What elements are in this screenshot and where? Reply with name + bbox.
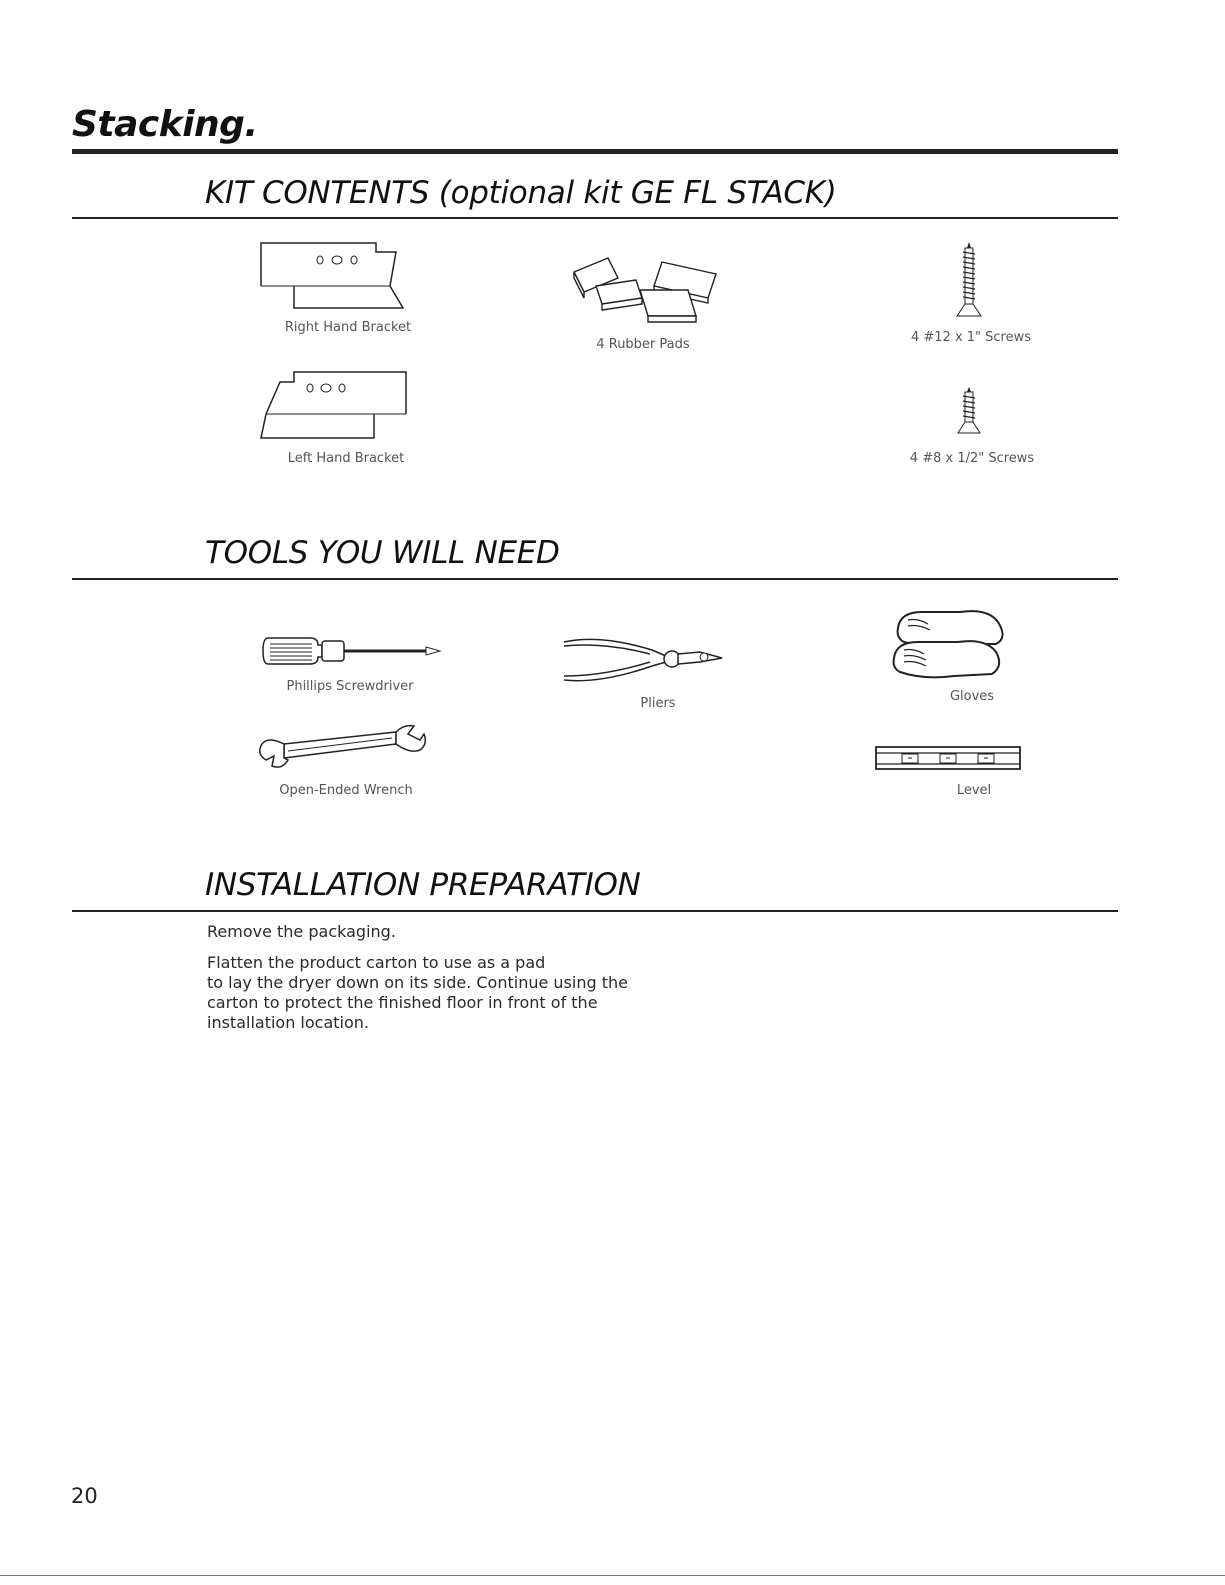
installation-step-flatten <box>207 953 628 1033</box>
screw-1in-icon <box>954 240 984 320</box>
body-line: carton to protect the finished floor in front of the <box>207 993 598 1012</box>
kit-item-label: 4 #8 x 1/2" Screws <box>909 451 1035 466</box>
installation-step-remove: Remove the packaging. <box>207 922 396 941</box>
screwdriver-icon <box>262 633 444 669</box>
page-number: 20 <box>71 1484 98 1508</box>
tool-item-label: Open-Ended Wrench <box>279 783 413 798</box>
rubber-pads-icon <box>566 254 724 326</box>
body-line: to lay the dryer down on its side. Continue using the <box>207 973 628 992</box>
gloves-icon <box>888 604 1012 686</box>
tools-heading: TOOLS YOU WILL NEED <box>205 535 560 571</box>
installation-rule <box>72 910 1118 912</box>
kit-item-label: Left Hand Bracket <box>287 451 405 466</box>
body-line: installation location. <box>207 1013 369 1032</box>
tool-item-label: Pliers <box>640 696 676 711</box>
kit-contents-rule <box>72 217 1118 219</box>
tool-item-label: Gloves <box>949 689 995 704</box>
left-hand-bracket-icon <box>258 370 410 440</box>
pliers-icon <box>560 632 726 688</box>
kit-item-label: Right Hand Bracket <box>284 320 412 335</box>
tools-rule <box>72 578 1118 580</box>
bottom-border <box>0 1575 1225 1576</box>
title-rule <box>72 149 1118 154</box>
tool-item-label: Level <box>956 783 992 798</box>
wrench-icon <box>254 722 430 778</box>
body-line: Flatten the product carton to use as a pad <box>207 953 546 972</box>
tool-item-label: Phillips Screwdriver <box>286 679 414 694</box>
right-hand-bracket-icon <box>258 240 408 312</box>
screw-half-in-icon <box>956 385 982 437</box>
page-title: Stacking. <box>72 104 258 145</box>
level-icon <box>874 745 1022 771</box>
kit-item-label: 4 Rubber Pads <box>596 337 690 352</box>
kit-contents-heading: KIT CONTENTS (optional kit GE FL STACK) <box>205 175 837 211</box>
installation-heading: INSTALLATION PREPARATION <box>205 867 641 903</box>
kit-item-label: 4 #12 x 1" Screws <box>910 330 1032 345</box>
